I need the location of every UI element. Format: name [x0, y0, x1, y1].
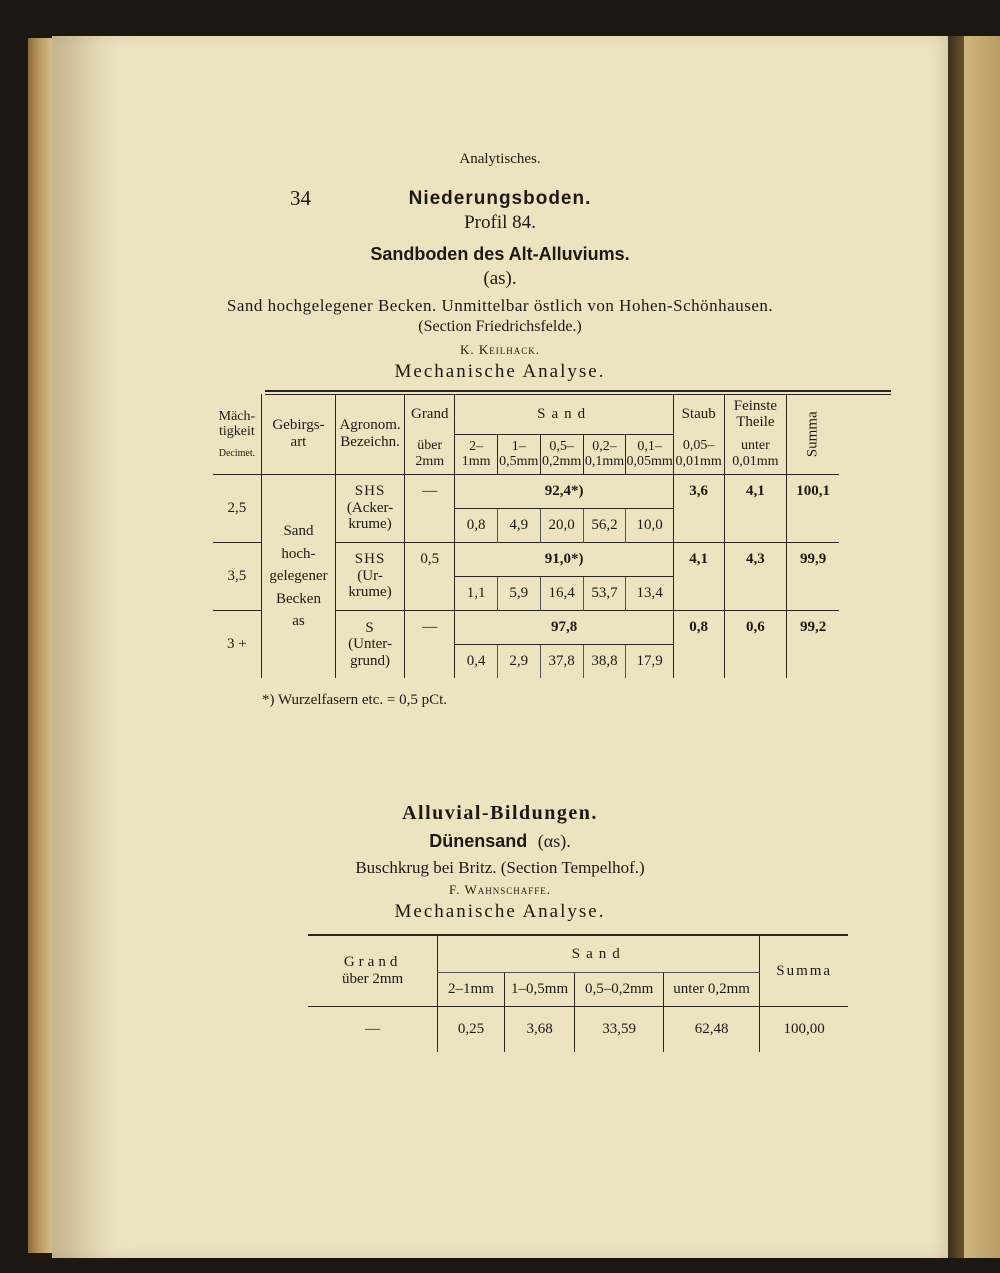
sand-value: 0,4	[455, 644, 497, 678]
t2-header-sand-col-1: 2–1mm	[438, 972, 505, 1006]
header-maechtigkeit-label: Mäch-tigkeit	[218, 408, 256, 440]
t2-header-grand	[308, 936, 438, 1006]
header-grand: Grand	[405, 394, 455, 434]
book-edge-right	[964, 36, 1000, 1258]
feinste-cell: 4,1	[724, 474, 787, 542]
header-staub-sub: 0,05–0,01mm	[673, 434, 724, 474]
header-sand-col-5: 0,1–0,05mm	[626, 434, 673, 474]
grand-cell: —	[405, 610, 455, 678]
header-sand-col-3: 0,5–0,2mm	[540, 434, 583, 474]
header-gebirgsart-label: Gebirgs-art	[272, 417, 325, 450]
t2-sand-value: 3,68	[504, 1006, 575, 1052]
header-feinste-label: Feinste Theile	[733, 397, 778, 430]
t2-header-grand-label: Grand	[343, 954, 402, 971]
sand-total-cell: 91,0*)	[455, 542, 673, 576]
sand-value: 13,4	[626, 576, 673, 610]
t2-grand-cell: —	[365, 1021, 381, 1037]
sand-value: 20,0	[540, 508, 583, 542]
section1-subtitle: Sandboden des Alt-Alluviums.	[370, 244, 630, 264]
t2-header-sand-col-3: 0,5–0,2mm	[575, 972, 663, 1006]
table2	[308, 936, 848, 1052]
sand-value: 38,8	[583, 644, 626, 678]
sand-value: 10,0	[626, 508, 673, 542]
sand-value: 17,9	[626, 644, 673, 678]
sand-value: 2,9	[497, 644, 540, 678]
header-sand: Sand	[455, 394, 673, 434]
t2-header-sand-col-2: 1–0,5mm	[504, 972, 575, 1006]
agronom-desc: (Unter-grund)	[348, 636, 392, 669]
grand-cell: 0,5	[405, 542, 455, 610]
header-sand-col-1: 2–1mm	[455, 434, 497, 474]
header-feinste-sub: unter 0,01mm	[724, 434, 787, 474]
section1-title: Niederungsboden.	[408, 188, 592, 209]
section2-subtitle-line	[52, 831, 948, 852]
gebirgsart-line-5: as	[292, 613, 305, 629]
sand-value: 53,7	[583, 576, 626, 610]
section1-profil: Profil 84.	[464, 212, 536, 233]
t2-header-sand: Sand	[438, 936, 760, 972]
section2-author: F. Wahnschaffe.	[449, 882, 551, 897]
section2	[52, 0, 948, 1273]
section1-code: (as).	[483, 268, 517, 289]
running-head: Analytisches.	[459, 151, 541, 167]
section1-analysis-title: Mechanische Analyse.	[394, 361, 606, 382]
section2-analysis-title: Mechanische Analyse.	[394, 901, 606, 922]
book-gutter-right	[948, 36, 964, 1258]
agronom-desc: (Acker-krume)	[346, 499, 394, 533]
sand-value: 1,1	[455, 576, 497, 610]
agronom-code: S	[365, 619, 375, 636]
header-staub: Staub	[673, 394, 724, 434]
section2-title: Alluvial-Bildungen.	[402, 802, 598, 824]
agronom-code: SHS	[354, 483, 386, 500]
summa-cell: 99,2	[787, 610, 839, 678]
feinste-cell: 0,6	[724, 610, 787, 678]
sand-value: 37,8	[540, 644, 583, 678]
t2-header-grand-sub: über 2mm	[341, 970, 404, 987]
summa-cell: 99,9	[787, 542, 839, 610]
section1-description: Sand hochgelegener Becken. Unmittelbar östlich von Hohen-Schönhausen.	[226, 296, 774, 315]
gebirgsart-line-2: hoch-	[281, 545, 316, 562]
header-sand-col-2: 1–0,5mm	[497, 434, 540, 474]
sand-value: 0,8	[455, 508, 497, 542]
table1-footnote: *) Wurzelfasern etc. = 0,5 pCt.	[262, 692, 448, 708]
t2-sand-value: 62,48	[663, 1006, 759, 1052]
agronom-code: SHS	[354, 551, 386, 568]
section1-section: (Section Friedrichsfelde.)	[418, 318, 582, 335]
t2-header-sand-col-4: unter 0,2mm	[663, 972, 759, 1006]
header-summa-label: Summa	[804, 410, 821, 457]
header-agronom-label: Agronom. Bezeichn.	[339, 417, 401, 450]
section1-author: K. Keilhack.	[459, 342, 541, 357]
sand-value: 56,2	[583, 508, 626, 542]
header-sand-col-4: 0,2–0,1mm	[583, 434, 626, 474]
t2-header-summa: Summa	[760, 936, 848, 1006]
depth-cell: 2,5	[213, 474, 261, 542]
header-grand-sub: über 2mm	[405, 434, 455, 474]
gebirgsart-line-4: Becken	[275, 590, 321, 607]
depth-cell: 3,5	[213, 542, 261, 610]
feinste-cell: 4,3	[724, 542, 787, 610]
gebirgsart-line-3: gelegener	[269, 568, 328, 584]
page-number: 34	[290, 186, 311, 210]
table-row	[308, 1006, 848, 1052]
section2-code: (αs).	[537, 831, 571, 851]
section2-description: Buschkrug bei Britz. (Section Tempelhof.)	[355, 858, 645, 877]
depth-cell: 3 +	[213, 610, 261, 678]
t2-sand-value: 33,59	[575, 1006, 663, 1052]
staub-cell: 3,6	[673, 474, 724, 542]
gebirgsart-line-1: Sand	[283, 523, 314, 539]
staub-cell: 4,1	[673, 542, 724, 610]
sand-value: 4,9	[497, 508, 540, 542]
staub-cell: 0,8	[673, 610, 724, 678]
header-decimet-label: Decimet.	[218, 447, 256, 459]
sand-total-cell: 92,4*)	[455, 474, 673, 508]
agronom-desc: (Ur-krume)	[348, 567, 392, 601]
summa-cell: 100,1	[787, 474, 839, 542]
sand-value: 16,4	[540, 576, 583, 610]
t2-summa-cell: 100,00	[760, 1006, 848, 1052]
section2-subtitle: Dünensand	[429, 831, 528, 851]
t2-sand-value: 0,25	[438, 1006, 505, 1052]
book-edge-left	[28, 38, 54, 1253]
sand-value: 5,9	[497, 576, 540, 610]
grand-cell: —	[405, 474, 455, 542]
sand-total-cell: 97,8	[455, 610, 673, 644]
